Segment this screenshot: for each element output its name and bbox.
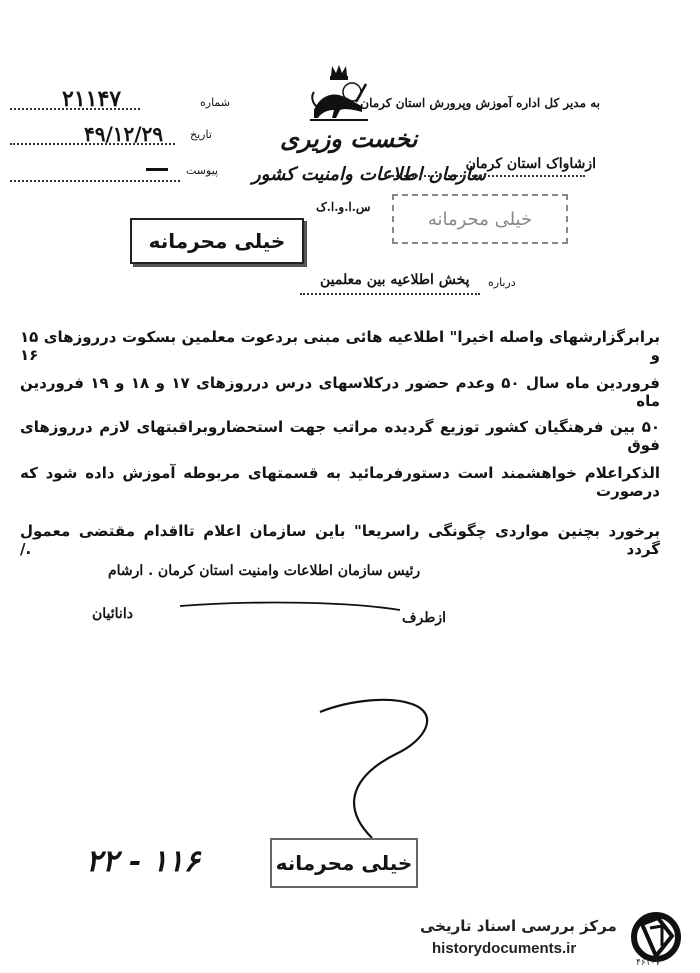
on-behalf-label: ازطرف <box>402 610 447 626</box>
bottom-stamp-text: خیلی محرمانه <box>275 851 413 875</box>
handwritten-file-number: ۲۲ - ۱۱۶ <box>86 844 200 879</box>
bottom-classification-stamp <box>270 838 418 888</box>
handwritten-signature <box>150 590 450 850</box>
attachment-dash <box>146 168 168 171</box>
letter-number-value: ۲۱۱۴۷ <box>62 86 122 112</box>
classification-stamp <box>130 218 304 264</box>
subject-text: پخش اطلاعیه بین معلمین <box>320 272 470 288</box>
addressee-line: به مدیر کل اداره آموزش وپرورش استان کرمان <box>360 96 600 110</box>
corner-number: ۴۶۱۰۷ <box>636 958 661 968</box>
watermark-logo-icon <box>628 912 684 962</box>
body-line-1: برابرگزارشهای واصله اخیرا" اطلاعیه هائی مبنی بردعوت معلمین بسکوت درروزهای ۱۵ و ۱۶ <box>20 328 660 364</box>
subject-underline <box>300 293 480 295</box>
org-title: نخست وزیری <box>280 124 418 153</box>
classification-stamp-text: خیلی محرمانه <box>148 229 286 253</box>
org-subtitle: سازمان اطلاعات وامنیت کشور <box>252 164 487 185</box>
lion-and-sun-emblem <box>306 62 372 124</box>
watermark-url: historydocuments.ir <box>432 940 577 957</box>
org-code: س.ا.و.ا.ک <box>316 200 371 214</box>
faded-classification-stamp <box>392 194 568 244</box>
letter-date-value: ۴۹/۱۲/۲۹ <box>84 122 164 146</box>
body-line-2: فروردین ماه سال ۵۰ وعدم حضور درکلاسهای درس درروزهای ۱۷ و ۱۸ و ۱۹ فروردین ماه <box>20 374 660 410</box>
body-line-3: ۵۰ بین فرهنگیان کشور توزیع گردیده مراتب جهت استحضاروبراقبتهای لازم درروزهای فوق <box>20 418 660 454</box>
attachment-underline <box>10 180 180 182</box>
number-underline <box>10 108 140 110</box>
faded-stamp-text: خیلی محرمانه <box>427 208 533 230</box>
body-line-4: الذکراعلام خواهشمند است دستورفرمائید به قسمتهای مربوطه آموزش داده شود که درصورت <box>20 464 660 500</box>
signatory-name: دانائیان <box>92 606 133 622</box>
letter-number-label: شماره <box>200 96 231 109</box>
sender-underline <box>385 175 585 177</box>
attachment-label: پیوست <box>186 164 219 177</box>
date-underline <box>10 143 175 145</box>
letter-date-label: تاریخ <box>190 128 212 141</box>
subject-label: درباره <box>488 276 516 289</box>
signatory-title: رئیس سازمان اطلاعات وامنیت استان کرمان . ارشام <box>108 563 421 579</box>
sender-line: ازشاواک استان کرمان <box>465 156 596 172</box>
watermark-title: مرکز بررسی اسناد تاریخی <box>420 917 617 935</box>
body-line-5: برخورد بچنین مواردی چگونگی راسریعا" باین سازمان اعلام تااقدام مقتضی معمول گردد ./ <box>20 522 660 558</box>
